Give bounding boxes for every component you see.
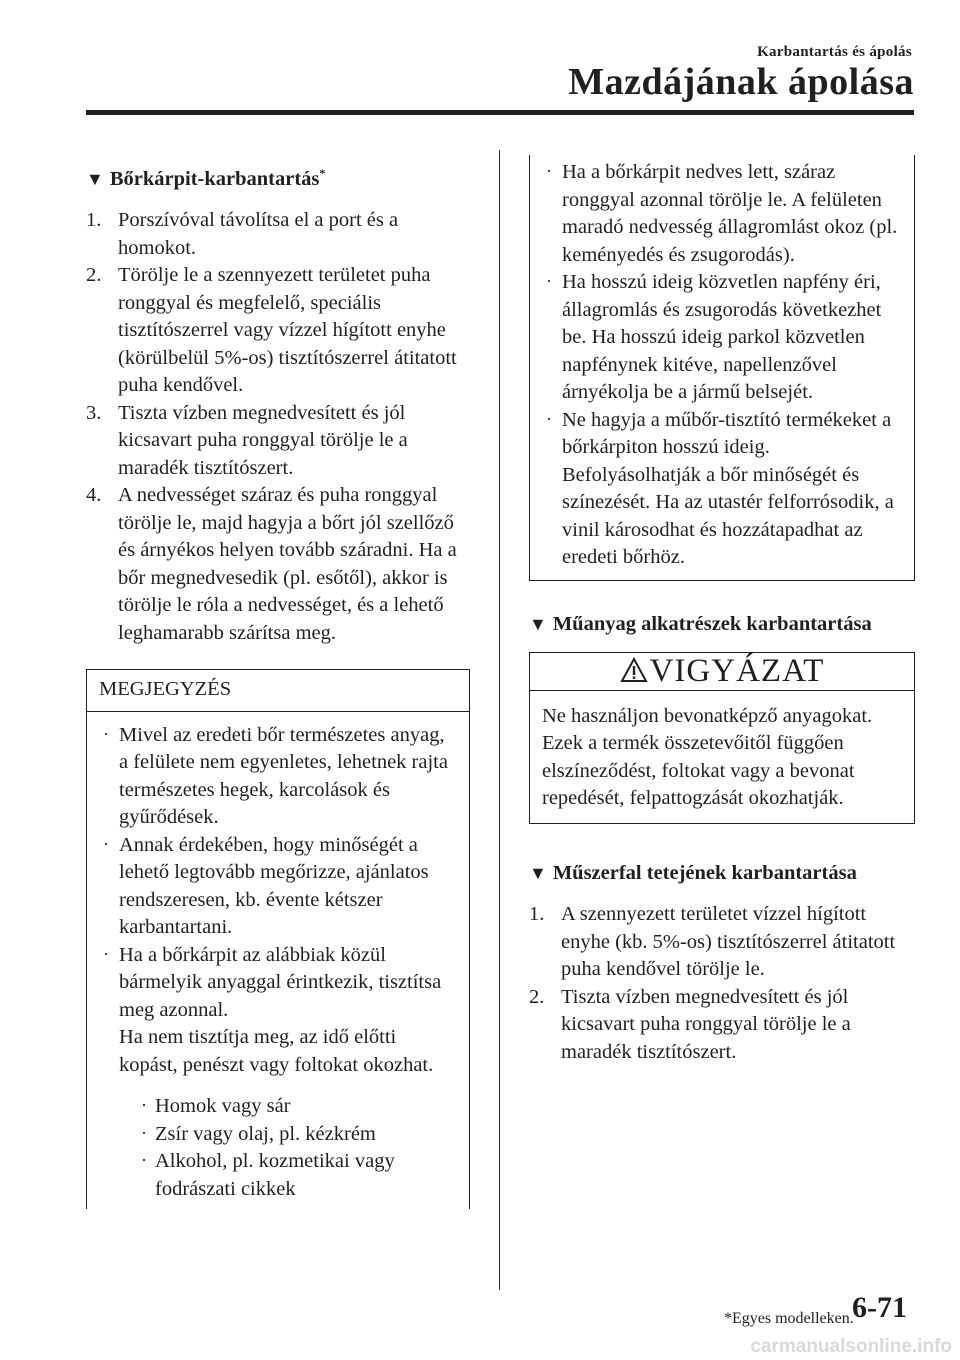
note-title: MEGJEGYZÉS	[87, 670, 469, 712]
page-number: 6-71	[852, 1291, 907, 1324]
section-heading-leather: ▼ Bőrkárpit-karbantartás*	[86, 160, 470, 193]
note-box	[86, 669, 470, 1209]
warning-box	[529, 652, 915, 824]
triangle-down-icon: ▼	[529, 613, 547, 634]
bullet-dot-icon: ·	[103, 943, 109, 964]
header-category: Karbantartás és ápolás	[757, 44, 912, 60]
footer-note: *Egyes modelleken.	[724, 1310, 854, 1327]
list-item: 3. Tiszta vízben megnedvesített és jól kicsavart puha ronggyal törölje le a maradék tisztítószert.	[86, 401, 408, 479]
list-item: · Mivel az eredeti bőr természetes anyag, a felülete nem egyenletes, lehetnek rajta természetes hegek, karcolások és gyűrődések.	[99, 722, 457, 832]
bullet-dot-icon: ·	[103, 723, 109, 744]
column-divider	[499, 150, 500, 1290]
plastic-section	[529, 611, 915, 824]
bullet-dot-icon: ·	[103, 833, 109, 854]
right-column	[529, 155, 915, 1066]
bullet-dot-icon: ·	[546, 408, 552, 429]
dashboard-steps	[529, 901, 915, 1066]
list-item: · Homok vagy sár	[139, 1093, 457, 1121]
watermark: carmanualsonline.info	[750, 1336, 952, 1357]
list-item: 4. A nedvességet száraz és puha ronggyal törölje le, majd hagyja a bőrt jól szellőző és árnyékos helyen tovább száradni. Ha a bőr megnedvesedik (pl. esőtől), akkor is törölje le róla a nedvességet, és a lehető leghamarabb szárítsa meg.	[86, 484, 457, 644]
list-item: · Ha a bőrkárpit az alábbiak közül bármelyik anyaggal érintkezik, tisztítsa meg azonnal. Ha nem tisztítja meg, az idő előtti kopást, penészt vagy foltokat okozhat. · Homok vagy sár · Zsír vagy olaj, pl. kézkrém · Alkohol, pl. kozmetikai vagy fodrászati cikkek	[99, 942, 457, 1204]
list-item: 1. Porszívóval távolítsa el a port és a homokot.	[86, 209, 399, 259]
list-item: · Alkohol, pl. kozmetikai vagy fodrászati cikkek	[139, 1148, 457, 1203]
list-item: · Ne hagyja a műbőr-tisztító termékeket a bőrkárpiton hosszú ideig. Befolyásolhatják a bőr minőségét és színezését. Ha az utastér felforrósodik, a vinil károsodhat és hozzátapadhat az eredeti bőrhöz.	[542, 407, 902, 572]
list-item: 2. Tiszta vízben megnedvesített és jól kicsavart puha ronggyal törölje le a maradék tisztítószert.	[529, 985, 851, 1063]
list-item: 1. A szennyezett területet vízzel hígított enyhe (kb. 5%-os) tisztítószerrel átitatott puha kendővel törölje le.	[529, 903, 896, 980]
bullet-dot-icon: ·	[141, 1150, 147, 1171]
section-heading-dashboard: ▼ Műszerfal tetejének karbantartása	[529, 860, 915, 888]
triangle-down-icon: ▼	[86, 168, 104, 189]
list-item: · Annak érdekében, hogy minőségét a lehető legtovább megőrizze, ajánlatos rendszeresen, kb. évente kétszer karbantartani.	[99, 832, 457, 942]
list-item: · Ha a bőrkárpit nedves lett, száraz ronggyal azonnal törölje le. A felületen maradó nedvesség állagromlást okoz (pl. keményedés és zsugorodás).	[542, 159, 902, 269]
left-column	[86, 160, 470, 1209]
bullet-dot-icon: ·	[141, 1095, 147, 1116]
list-item: · Ha hosszú ideig közvetlen napfény éri, állagromlás és zsugorodás következhet be. Ha hosszú ideig parkol közvetlen napfénynek kitéve, napellenzővel árnyékolja be a jármű belsejét.	[542, 269, 902, 407]
bullet-dot-icon: ·	[546, 161, 552, 181]
section-heading-plastic: ▼ Műanyag alkatrészek karbantartása	[529, 611, 915, 639]
sub-list	[139, 1093, 457, 1203]
leather-steps	[86, 207, 470, 647]
bullet-dot-icon: ·	[141, 1122, 147, 1143]
list-item: · Zsír vagy olaj, pl. kézkrém	[139, 1121, 457, 1149]
dashboard-section	[529, 860, 915, 1067]
warning-triangle-icon	[620, 657, 648, 683]
list-item: 2. Törölje le a szennyezett területet puha ronggyal és megfelelő, speciális tisztítószerrel vagy vízzel hígított enyhe (körülbelül 5%-os) tisztítószerrel átitatott puha kendővel.	[86, 264, 457, 397]
warning-text: Ne használjon bevonatképző anyagokat. Ezek a termék összetevőitől függően elszíneződést, foltokat vagy a bevonat repedését, felpattogzását okozhatják.	[542, 704, 873, 809]
page-title: Mazdájának ápolása	[568, 61, 914, 103]
note-continued-box	[529, 155, 915, 581]
triangle-down-icon: ▼	[529, 862, 547, 883]
bullet-dot-icon: ·	[546, 271, 552, 291]
warning-title: VIGYÁZAT	[530, 653, 914, 691]
note-body	[87, 712, 469, 1210]
header-rule	[86, 110, 914, 115]
